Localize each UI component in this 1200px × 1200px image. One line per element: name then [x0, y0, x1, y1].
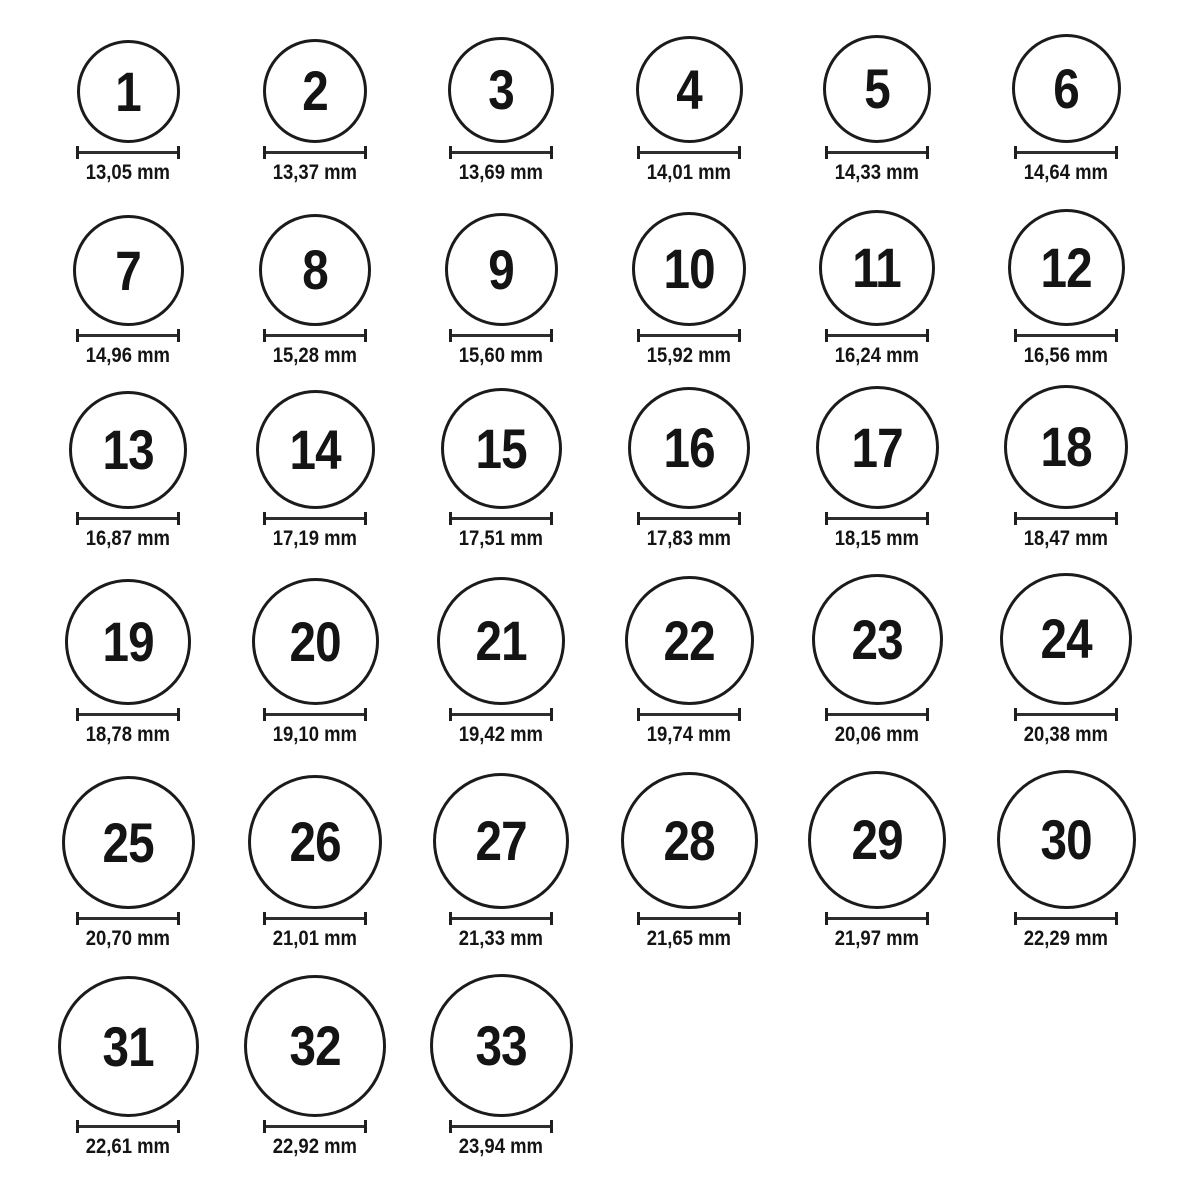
measure-tick-left	[637, 912, 640, 925]
ring-number: 4	[676, 57, 702, 121]
diameter-label-text: 18,15 mm	[834, 527, 920, 550]
diameter-label-text: 23,94 mm	[458, 1135, 544, 1158]
diameter-measure-line	[825, 708, 929, 721]
ring-circle	[625, 576, 754, 705]
ring-number: 27	[475, 809, 527, 872]
measure-tick-right	[177, 1120, 180, 1133]
measure-tick-right	[926, 912, 929, 925]
measure-tick-right	[550, 1120, 553, 1133]
diameter-label-text: 19,10 mm	[272, 723, 358, 746]
measure-tick-right	[177, 146, 180, 159]
ring-circle	[1012, 34, 1121, 143]
measure-tick-left	[825, 146, 828, 159]
ring-circle	[628, 387, 750, 509]
ring-circle	[621, 772, 758, 909]
ring-circle	[1000, 573, 1132, 705]
diameter-label	[783, 927, 971, 951]
measure-tick-right	[364, 512, 367, 525]
diameter-label-text: 18,78 mm	[85, 723, 171, 746]
diameter-measure-line	[76, 512, 180, 525]
measure-tick-left	[76, 329, 79, 342]
measure-tick-right	[926, 146, 929, 159]
ring-circle	[259, 214, 371, 326]
diameter-measure-line	[825, 329, 929, 342]
measure-tick-left	[449, 912, 452, 925]
diameter-label	[407, 161, 595, 185]
measure-tick-right	[550, 708, 553, 721]
diameter-label	[783, 161, 971, 185]
diameter-label	[972, 344, 1160, 368]
ring-circle	[1004, 385, 1128, 509]
ring-number: 15	[475, 416, 527, 480]
ring-circle	[632, 212, 746, 326]
diameter-label	[595, 927, 783, 951]
diameter-label	[407, 344, 595, 368]
measure-tick-right	[364, 912, 367, 925]
diameter-measure-line	[76, 1120, 180, 1133]
diameter-measure-line	[637, 329, 741, 342]
diameter-label-text: 13,37 mm	[272, 161, 358, 184]
diameter-label	[34, 927, 222, 951]
ring-circle	[437, 577, 565, 705]
diameter-measure-line	[637, 708, 741, 721]
measure-tick-right	[364, 146, 367, 159]
ring-circle	[997, 770, 1136, 909]
diameter-label	[407, 723, 595, 747]
diameter-label	[595, 527, 783, 551]
measure-tick-left	[76, 146, 79, 159]
diameter-measure-line	[1014, 512, 1118, 525]
diameter-label	[783, 723, 971, 747]
diameter-measure-line	[76, 912, 180, 925]
diameter-measure-line	[76, 146, 180, 159]
measure-tick-left	[825, 329, 828, 342]
diameter-measure-line	[263, 512, 367, 525]
diameter-label-text: 20,70 mm	[85, 927, 171, 950]
measure-tick-right	[738, 912, 741, 925]
ring-number: 2	[302, 59, 328, 122]
diameter-label	[221, 1135, 409, 1159]
diameter-label-text: 17,19 mm	[272, 527, 358, 550]
measure-tick-right	[1115, 146, 1118, 159]
diameter-label	[972, 527, 1160, 551]
ring-circle	[433, 773, 569, 909]
ring-number: 9	[488, 237, 514, 301]
diameter-label	[407, 1135, 595, 1159]
diameter-label-text: 14,01 mm	[646, 161, 732, 184]
ring-circle	[77, 40, 180, 143]
diameter-label-text: 20,38 mm	[1023, 723, 1109, 746]
measure-tick-left	[263, 912, 266, 925]
measure-tick-right	[738, 512, 741, 525]
diameter-label-text: 13,05 mm	[85, 161, 171, 184]
ring-number: 5	[864, 57, 890, 120]
measure-tick-left	[263, 329, 266, 342]
measure-tick-left	[825, 708, 828, 721]
diameter-measure-line	[825, 912, 929, 925]
diameter-measure-line	[263, 708, 367, 721]
measure-tick-left	[825, 512, 828, 525]
ring-number: 24	[1040, 607, 1092, 670]
measure-tick-left	[449, 708, 452, 721]
measure-tick-left	[637, 329, 640, 342]
diameter-measure-line	[76, 708, 180, 721]
diameter-label-text: 16,24 mm	[834, 344, 920, 367]
diameter-label	[221, 927, 409, 951]
ring-number: 25	[102, 810, 154, 874]
diameter-measure-line	[449, 912, 553, 925]
ring-circle	[248, 775, 382, 909]
measure-tick-left	[76, 912, 79, 925]
diameter-label	[34, 723, 222, 747]
diameter-label-text: 17,51 mm	[458, 527, 544, 550]
ring-number: 6	[1053, 56, 1079, 120]
diameter-measure-line	[263, 1120, 367, 1133]
diameter-label	[34, 527, 222, 551]
diameter-label-text: 14,96 mm	[85, 344, 171, 367]
diameter-measure-line	[449, 329, 553, 342]
diameter-label-text: 15,92 mm	[646, 344, 732, 367]
diameter-label	[595, 161, 783, 185]
diameter-label-text: 21,01 mm	[272, 927, 358, 950]
diameter-label-text: 22,61 mm	[85, 1135, 171, 1158]
diameter-label-text: 16,56 mm	[1023, 344, 1109, 367]
ring-circle	[636, 36, 743, 143]
measure-tick-left	[449, 1120, 452, 1133]
diameter-label-text: 15,60 mm	[458, 344, 544, 367]
diameter-label	[407, 527, 595, 551]
diameter-label	[221, 344, 409, 368]
measure-tick-right	[550, 146, 553, 159]
diameter-label-text: 17,83 mm	[646, 527, 732, 550]
measure-tick-left	[1014, 912, 1017, 925]
measure-tick-left	[1014, 329, 1017, 342]
ring-number: 12	[1040, 235, 1092, 299]
diameter-label-text: 19,74 mm	[646, 723, 732, 746]
diameter-measure-line	[263, 912, 367, 925]
diameter-measure-line	[263, 329, 367, 342]
measure-tick-left	[637, 708, 640, 721]
ring-circle	[819, 210, 935, 326]
diameter-measure-line	[637, 146, 741, 159]
ring-number: 17	[851, 415, 903, 479]
diameter-label	[972, 161, 1160, 185]
measure-tick-left	[76, 708, 79, 721]
ring-number: 31	[102, 1014, 154, 1078]
diameter-label-text: 14,64 mm	[1023, 161, 1109, 184]
ring-number: 13	[102, 418, 154, 481]
measure-tick-right	[738, 329, 741, 342]
diameter-measure-line	[1014, 708, 1118, 721]
diameter-measure-line	[449, 1120, 553, 1133]
ring-circle	[73, 215, 184, 326]
measure-tick-left	[263, 708, 266, 721]
ring-circle	[808, 771, 946, 909]
measure-tick-left	[1014, 708, 1017, 721]
ring-number: 19	[102, 610, 154, 673]
ring-number: 14	[289, 417, 341, 481]
ring-number: 8	[302, 238, 328, 301]
diameter-label-text: 16,87 mm	[85, 527, 171, 550]
diameter-measure-line	[1014, 146, 1118, 159]
measure-tick-right	[926, 512, 929, 525]
measure-tick-left	[263, 1120, 266, 1133]
ring-number: 18	[1040, 415, 1092, 478]
diameter-label	[221, 723, 409, 747]
ring-number: 3	[488, 58, 514, 121]
ring-number: 29	[851, 808, 903, 871]
ring-number: 16	[663, 416, 715, 479]
measure-tick-right	[550, 912, 553, 925]
diameter-label-text: 14,33 mm	[834, 161, 920, 184]
measure-tick-left	[1014, 146, 1017, 159]
diameter-measure-line	[825, 512, 929, 525]
measure-tick-left	[263, 146, 266, 159]
ring-number: 33	[475, 1013, 527, 1077]
ring-circle	[445, 213, 558, 326]
diameter-label	[221, 527, 409, 551]
ring-number: 10	[663, 237, 715, 300]
ring-number: 26	[289, 810, 341, 873]
ring-number: 7	[115, 238, 141, 302]
measure-tick-right	[364, 708, 367, 721]
measure-tick-right	[364, 1120, 367, 1133]
ring-number: 20	[289, 609, 341, 673]
ring-number: 30	[1040, 807, 1092, 871]
measure-tick-left	[637, 146, 640, 159]
ring-circle	[244, 975, 386, 1117]
measure-tick-right	[1115, 329, 1118, 342]
diameter-label-text: 21,65 mm	[646, 927, 732, 950]
ring-circle	[1008, 209, 1125, 326]
measure-tick-left	[449, 512, 452, 525]
diameter-label-text: 21,33 mm	[458, 927, 544, 950]
diameter-label-text: 20,06 mm	[834, 723, 920, 746]
diameter-label	[407, 927, 595, 951]
measure-tick-left	[76, 512, 79, 525]
diameter-label-text: 22,92 mm	[272, 1135, 358, 1158]
diameter-measure-line	[449, 146, 553, 159]
diameter-label	[34, 344, 222, 368]
ring-circle	[812, 574, 943, 705]
diameter-label	[972, 723, 1160, 747]
measure-tick-left	[1014, 512, 1017, 525]
diameter-label	[221, 161, 409, 185]
ring-number: 22	[663, 608, 715, 672]
diameter-label-text: 21,97 mm	[834, 927, 920, 950]
ring-circle	[65, 579, 191, 705]
diameter-label	[972, 927, 1160, 951]
measure-tick-left	[76, 1120, 79, 1133]
measure-tick-right	[177, 708, 180, 721]
ring-circle	[252, 578, 379, 705]
ring-number: 32	[289, 1014, 341, 1077]
diameter-measure-line	[1014, 912, 1118, 925]
ring-number: 1	[115, 59, 141, 123]
ring-circle	[69, 391, 187, 509]
diameter-label	[34, 1135, 222, 1159]
ring-number: 11	[852, 236, 902, 299]
ring-circle	[62, 776, 195, 909]
diameter-label	[595, 344, 783, 368]
diameter-measure-line	[637, 912, 741, 925]
ring-circle	[816, 386, 939, 509]
diameter-measure-line	[263, 146, 367, 159]
ring-circle	[823, 35, 931, 143]
measure-tick-right	[738, 708, 741, 721]
ring-number: 23	[851, 607, 903, 671]
measure-tick-right	[1115, 708, 1118, 721]
ring-number: 28	[663, 808, 715, 872]
diameter-measure-line	[449, 708, 553, 721]
measure-tick-left	[449, 146, 452, 159]
measure-tick-left	[825, 912, 828, 925]
diameter-label-text: 18,47 mm	[1023, 527, 1109, 550]
diameter-label	[595, 723, 783, 747]
ring-circle	[448, 37, 554, 143]
diameter-label	[783, 344, 971, 368]
diameter-label	[783, 527, 971, 551]
measure-tick-right	[1115, 512, 1118, 525]
diameter-label-text: 13,69 mm	[458, 161, 544, 184]
measure-tick-right	[738, 146, 741, 159]
measure-tick-right	[177, 329, 180, 342]
diameter-measure-line	[1014, 329, 1118, 342]
ring-number: 21	[475, 609, 527, 672]
ring-circle	[58, 976, 199, 1117]
diameter-measure-line	[637, 512, 741, 525]
diameter-label-text: 19,42 mm	[458, 723, 544, 746]
diameter-measure-line	[825, 146, 929, 159]
measure-tick-right	[364, 329, 367, 342]
diameter-label	[34, 161, 222, 185]
measure-tick-right	[926, 708, 929, 721]
diameter-label-text: 15,28 mm	[272, 344, 358, 367]
measure-tick-left	[449, 329, 452, 342]
measure-tick-left	[263, 512, 266, 525]
measure-tick-right	[550, 512, 553, 525]
measure-tick-right	[177, 912, 180, 925]
measure-tick-left	[637, 512, 640, 525]
measure-tick-right	[550, 329, 553, 342]
measure-tick-right	[177, 512, 180, 525]
diameter-label-text: 22,29 mm	[1023, 927, 1109, 950]
ring-circle	[256, 390, 375, 509]
ring-circle	[441, 388, 562, 509]
diameter-measure-line	[76, 329, 180, 342]
ring-circle	[263, 39, 367, 143]
measure-tick-right	[1115, 912, 1118, 925]
diameter-measure-line	[449, 512, 553, 525]
ring-circle	[430, 974, 573, 1117]
measure-tick-right	[926, 329, 929, 342]
